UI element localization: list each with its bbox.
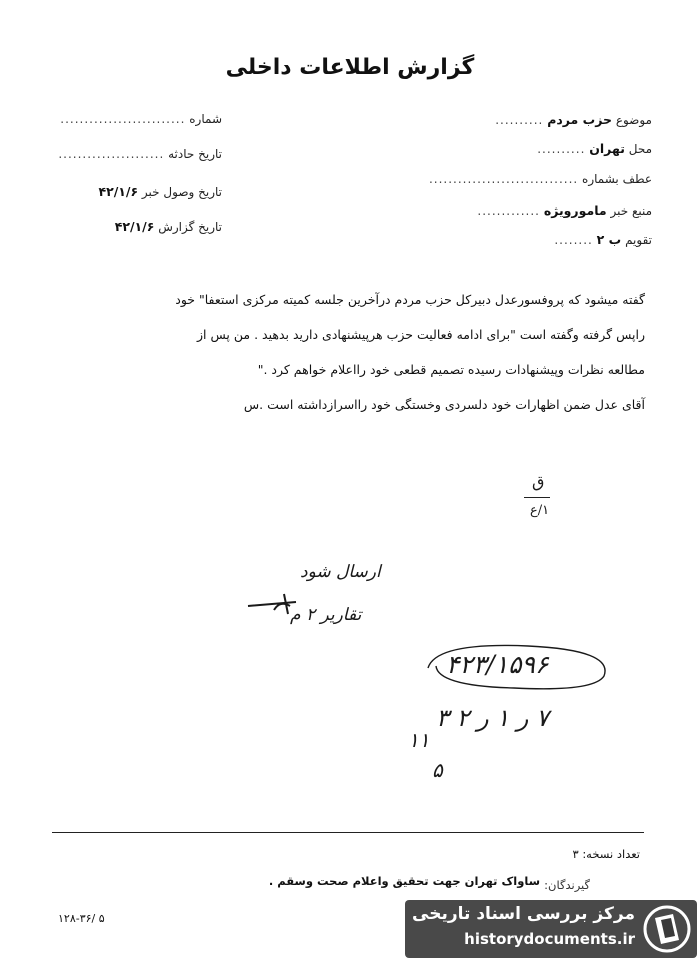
copies-label: تعداد نسخه: <box>582 847 640 861</box>
field-source-value: مامورویژه <box>543 203 607 218</box>
dotted-line: .......................... <box>60 112 186 126</box>
document-title: گزارش اطلاعات داخلی <box>225 55 475 80</box>
field-receipt-date-value: ۴۲/۱/۶ <box>98 184 139 199</box>
field-number-label: شماره <box>189 112 222 126</box>
dotted-line: ...................... <box>58 147 165 161</box>
handwritten-number-2: ۷ ر ۱ ر ۲ ۳ <box>436 704 549 732</box>
body-line-2: راپس گرفته وگفته است "برای ادامه فعالیت حزب هرپیشنهادی دارید بدهید . من پس از <box>197 327 645 342</box>
circled-number: ۴۲۳/۱۵۹۶ <box>446 650 549 679</box>
copies-value: ۳ <box>572 847 579 861</box>
watermark-text-fa: مرکز بررسی اسناد تاریخی <box>412 904 635 924</box>
field-source <box>477 203 652 218</box>
fraction-bar <box>524 497 550 498</box>
document-code: ۱۲۸-۳۶/ ۵ <box>58 912 105 925</box>
field-location <box>537 141 652 156</box>
body-line-1: گفته میشود که پروفسورعدل دبیرکل حزب مردم درآخرین جلسه کمیته مرکزی استعفا" خود <box>175 292 645 307</box>
body-line-4: آقای عدل ضمن اظهارات خود دلسردی وخستگی خود رااسرازداشته است .س <box>243 397 645 412</box>
handwritten-note-reports: تقاریر ۲ م <box>290 605 362 625</box>
field-incident-date <box>58 147 222 161</box>
fraction-bottom: ۱/ع <box>530 503 550 518</box>
field-report-date-label: تاریخ گزارش <box>158 220 222 234</box>
field-report-date <box>115 219 222 234</box>
dotted-line: ............................... <box>428 172 579 186</box>
dotted-line: ........ <box>554 233 593 247</box>
field-reference <box>429 172 652 186</box>
field-number <box>60 112 222 126</box>
field-subject <box>495 112 652 127</box>
field-receipt-date <box>98 184 222 199</box>
fraction-top: ق <box>532 472 545 491</box>
recipients-value: ساواک تهران جهت تحقیق واعلام صحت وسقم . <box>268 874 540 888</box>
field-subject-label: موضوع <box>615 113 652 127</box>
dotted-line: .......... <box>537 142 586 156</box>
field-location-value: تهران <box>589 141 625 156</box>
field-calendar-value: ب ۲ <box>596 232 622 247</box>
footer-divider <box>52 832 644 833</box>
recipients-label: گیرندگان: <box>544 878 590 892</box>
field-location-label: محل <box>628 142 652 156</box>
body-line-3: مطالعه نظرات وپیشنهادات رسیده تصمیم قطعی خود رااعلام خواهم کرد ." <box>257 362 645 377</box>
dotted-line: ............. <box>477 204 540 218</box>
field-incident-date-label: تاریخ حادثه <box>168 147 222 161</box>
field-subject-value: حزب مردم <box>547 112 612 127</box>
field-report-date-value: ۴۲/۱/۶ <box>114 219 155 234</box>
watermark-text-en: historydocuments.ir <box>464 930 635 948</box>
field-calendar-label: تقویم <box>625 233 652 247</box>
field-receipt-date-label: تاریخ وصول خبر <box>141 185 222 199</box>
dotted-line: .......... <box>495 113 544 127</box>
book-logo-icon <box>641 904 693 954</box>
handwritten-number-3: ۱۱ <box>408 728 430 752</box>
handwritten-signature-mark <box>244 588 300 618</box>
field-reference-label: عطف بشماره <box>582 172 652 186</box>
handwritten-number-4: ۵ <box>432 758 443 782</box>
copies-count <box>572 847 640 861</box>
field-source-label: منبع خبر <box>610 204 652 218</box>
handwritten-note-send: ارسال شود <box>300 562 381 582</box>
watermark <box>405 900 697 958</box>
field-calendar <box>554 232 652 247</box>
